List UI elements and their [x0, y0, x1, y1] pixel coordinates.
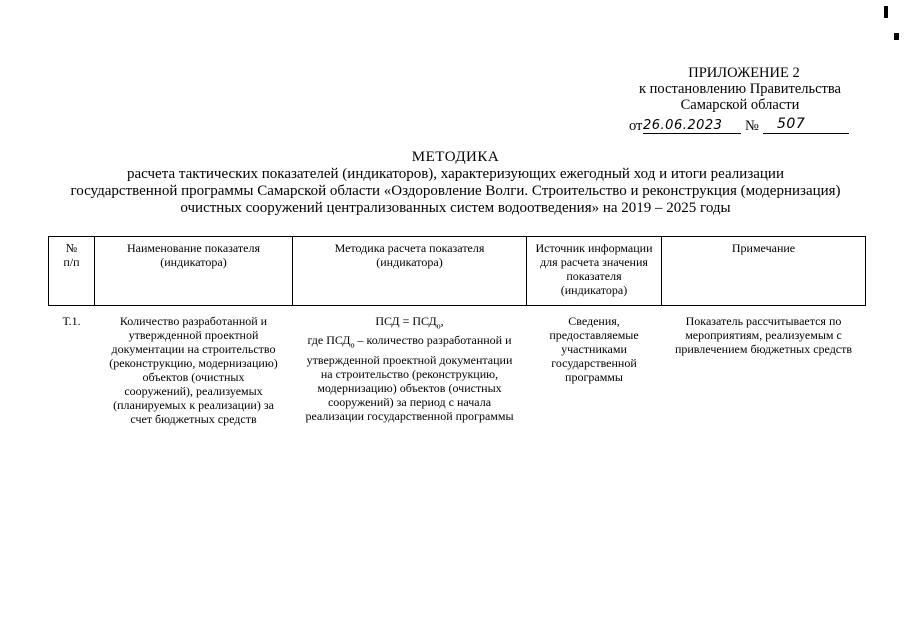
from-label: от: [629, 118, 643, 134]
appendix-line-2: Самарской области: [680, 97, 800, 113]
scan-mark: [884, 6, 888, 18]
number-label: №: [745, 118, 759, 134]
header-method: Методика расчета показателя (индикатора): [293, 237, 527, 306]
number-underline: [763, 133, 849, 134]
date-underline: [643, 133, 741, 134]
appendix-block: [620, 65, 860, 113]
table-header-row: [49, 237, 866, 306]
indicators-table: [48, 236, 866, 426]
remark: Показатель рассчитывается по мероприятиям, реализуемым с привлечением бюджетных средств: [674, 314, 853, 356]
indicator-name: Количество разработанной и утвержденной проектной документации на строительство (реконструкцию, модернизацию) объектов (очистных сооружений), реализуемых (планируемых к реализации) за счет бюджетных средств: [109, 314, 278, 426]
information-source: Сведения, предоставляемые участниками государственной программы: [549, 314, 639, 384]
resolution-reference: [629, 116, 859, 136]
subtitle-line-2: государственной программы Самарской области «Оздоровление Волги. Строительство и реконструкция (модернизация): [70, 183, 841, 199]
header-name: Наименование показателя (индикатора): [95, 237, 293, 306]
resolution-date: 26.06.2023: [643, 118, 723, 133]
header-source: Источник информации для расчета значения показателя (индикатора): [527, 237, 662, 306]
subtitle-line-1: расчета тактических показателей (индикаторов), характеризующих ежегодный ход и итоги реализации: [127, 166, 784, 182]
table-row: [49, 306, 866, 427]
header-note: Примечание: [662, 237, 866, 306]
subtitle-line-3: очистных сооружений централизованных систем водоотведения» на 2019 – 2025 годы: [180, 200, 731, 216]
scan-mark: [894, 33, 899, 40]
appendix-heading: ПРИЛОЖЕНИЕ 2: [688, 65, 800, 81]
document-title: МЕТОДИКА: [411, 149, 500, 165]
header-num: № п/п: [49, 237, 95, 306]
row-number: Т.1.: [62, 314, 81, 328]
calculation-method: ПСД = $ПСД_о$, где $ПСД_о$ – количество разработанной и утвержденной проектной документации на строительство (реконструкцию, модернизацию) объектов (очистных сооружений) за период с начала реализации государственной программы: [293, 306, 527, 427]
document-title-block: [0, 149, 911, 217]
method-definition: где $ПСД_о$ – количество разработанной и: [307, 333, 512, 350]
formula: ПСД = $ПСД_о$,: [375, 314, 444, 331]
resolution-number: 507: [777, 116, 806, 132]
appendix-line-1: к постановлению Правительства: [639, 81, 841, 97]
